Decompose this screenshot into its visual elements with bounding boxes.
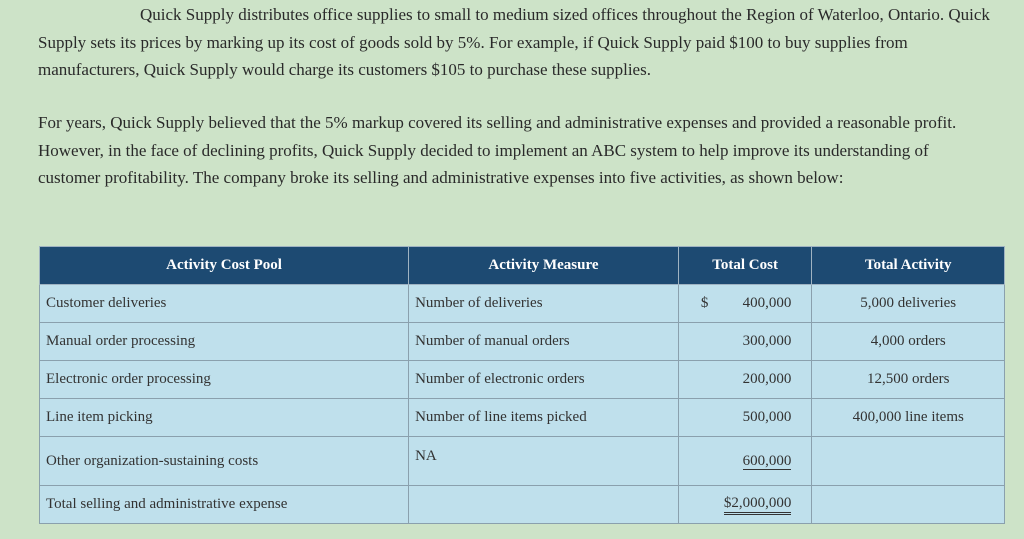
cell-total-cost bbox=[678, 437, 812, 486]
dollar-sign: $ bbox=[700, 295, 709, 311]
cell-total-activity bbox=[812, 437, 1005, 486]
cell-pool: Customer deliveries bbox=[40, 285, 409, 323]
table-row bbox=[40, 323, 1005, 361]
header-activity-measure: Activity Measure bbox=[409, 247, 679, 285]
cell-total-cost bbox=[678, 285, 812, 323]
cell-pool: Electronic order processing bbox=[40, 361, 409, 399]
cell-measure: NA bbox=[409, 437, 679, 486]
cell-pool: Other organization-sustaining costs bbox=[40, 437, 409, 486]
header-activity-cost-pool: Activity Cost Pool bbox=[40, 247, 409, 285]
cell-measure: Number of line items picked bbox=[409, 399, 679, 437]
table-row bbox=[40, 285, 1005, 323]
cell-total-activity: 400,000 line items bbox=[812, 399, 1005, 437]
header-total-activity: Total Activity bbox=[812, 247, 1005, 285]
cell-pool: Line item picking bbox=[40, 399, 409, 437]
table-row bbox=[40, 437, 1005, 486]
cell-total-cost-grand bbox=[678, 486, 812, 524]
activity-cost-table bbox=[39, 246, 1005, 524]
intro-paragraph-1: Quick Supply distributes office supplies to small to medium sized offices throughout the Region of Waterloo, Ontario. Quick Supply sets its prices by marking up its cost of goods sold by 5%. For example, if Quick Supply paid $100 to buy supplies from manufacturers, Quick Supply would charge its customers $105 to purchase these supplies. bbox=[38, 5, 990, 79]
table-header-row bbox=[40, 247, 1005, 285]
cell-total-activity: 12,500 orders bbox=[812, 361, 1005, 399]
cell-total-cost: 300,000 bbox=[678, 323, 812, 361]
cell-measure: Number of deliveries bbox=[409, 285, 679, 323]
intro-paragraph-2: For years, Quick Supply believed that the 5% markup covered its selling and administrative expenses and provided a reasonable profit. However, in the face of declining profits, Quick Supply decided to implement an ABC system to help improve its understanding of customer profitability. The company broke its selling and administrative expenses into five activities, as shown below: bbox=[38, 113, 957, 187]
cell-pool: Manual order processing bbox=[40, 323, 409, 361]
cell-measure: Number of manual orders bbox=[409, 323, 679, 361]
table-row bbox=[40, 399, 1005, 437]
cost-value-underlined: 600,000 bbox=[742, 452, 792, 469]
cell-pool-total: Total selling and administrative expense bbox=[40, 486, 409, 524]
cell-total-activity: 5,000 deliveries bbox=[812, 285, 1005, 323]
cell-total-cost: 200,000 bbox=[678, 361, 812, 399]
table-row bbox=[40, 361, 1005, 399]
cell-measure bbox=[409, 486, 679, 524]
cell-measure: Number of electronic orders bbox=[409, 361, 679, 399]
table-row-total bbox=[40, 486, 1005, 524]
cell-total-activity: 4,000 orders bbox=[812, 323, 1005, 361]
header-total-cost: Total Cost bbox=[678, 247, 812, 285]
cell-total-activity bbox=[812, 486, 1005, 524]
grand-total-value: $2,000,000 bbox=[724, 496, 792, 515]
cost-value: 400,000 bbox=[742, 295, 792, 311]
cell-total-cost: 500,000 bbox=[678, 399, 812, 437]
